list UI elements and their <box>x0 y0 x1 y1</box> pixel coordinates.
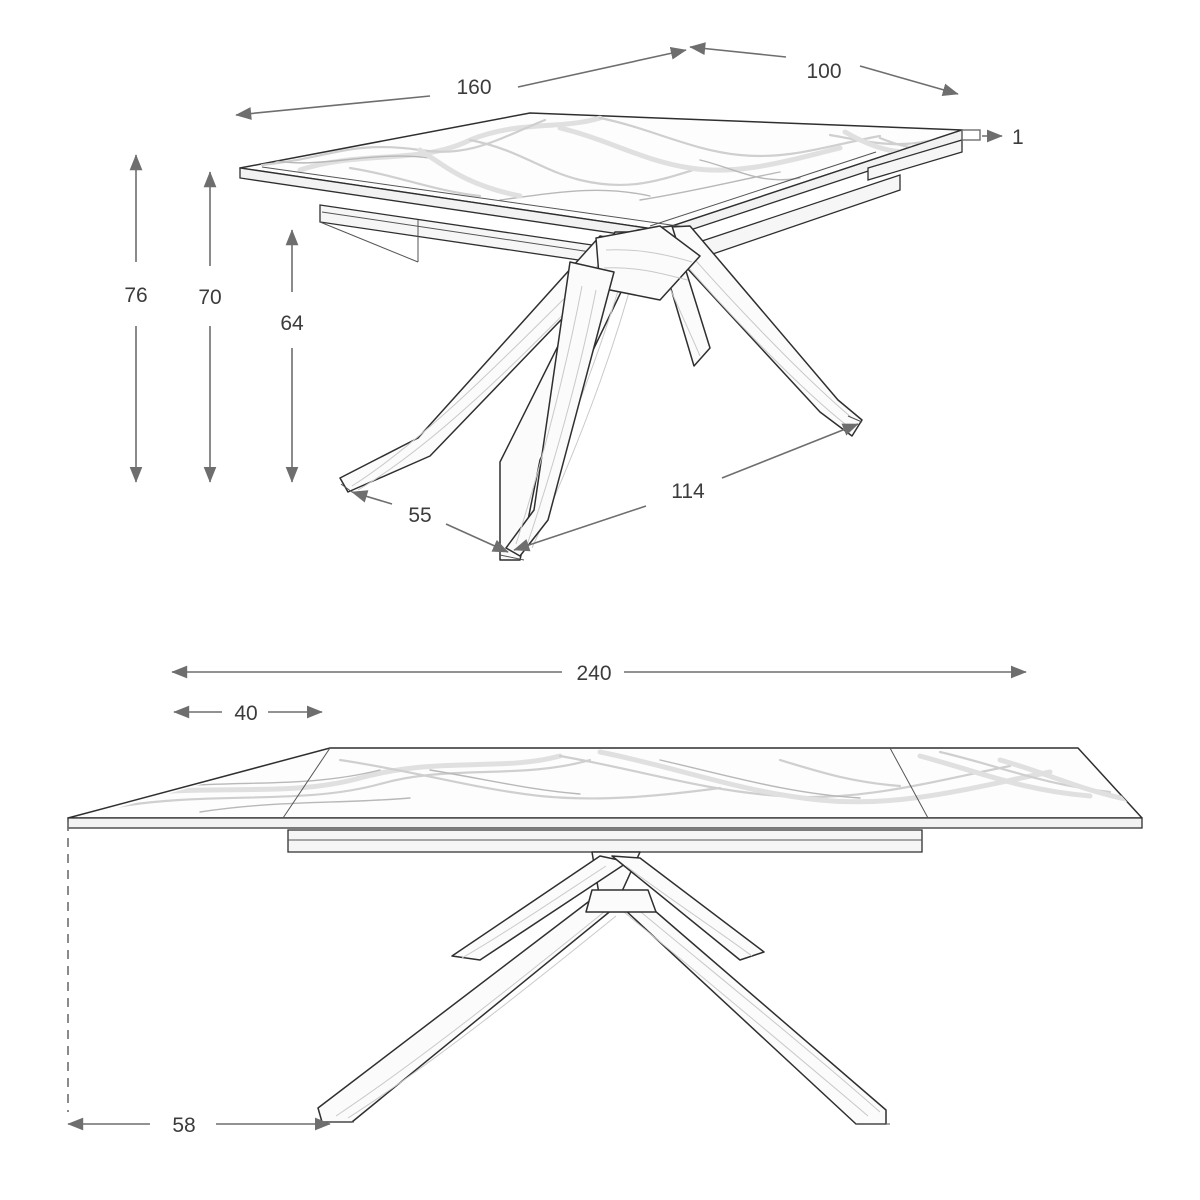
dimension-foot-114 <box>514 424 858 550</box>
dimension-label-100: 100 <box>806 60 842 83</box>
dimension-width-160 <box>236 50 686 115</box>
dimension-depth-100 <box>690 47 958 94</box>
dimension-label-114: 114 <box>671 480 705 503</box>
dimension-height-70 <box>198 172 221 482</box>
dimension-foot-58 <box>68 822 330 1137</box>
dimension-label-240: 240 <box>576 662 612 685</box>
dimension-foot-55 <box>352 492 508 552</box>
dimension-width-240 <box>172 662 1026 685</box>
dimension-label-160: 160 <box>456 76 492 99</box>
dimension-thickness-1 <box>962 126 1024 149</box>
dimension-extension-40 <box>174 702 322 725</box>
dimension-label-64: 64 <box>280 312 304 335</box>
dimension-label-70: 70 <box>198 286 222 309</box>
dimension-label-58: 58 <box>172 1114 196 1137</box>
dimension-height-64 <box>280 230 304 482</box>
dimension-label-76: 76 <box>124 284 148 307</box>
dimension-height-76 <box>124 155 147 482</box>
dimension-label-1: 1 <box>1012 126 1024 149</box>
dimension-label-40: 40 <box>234 702 258 725</box>
dimension-label-55: 55 <box>408 504 432 527</box>
